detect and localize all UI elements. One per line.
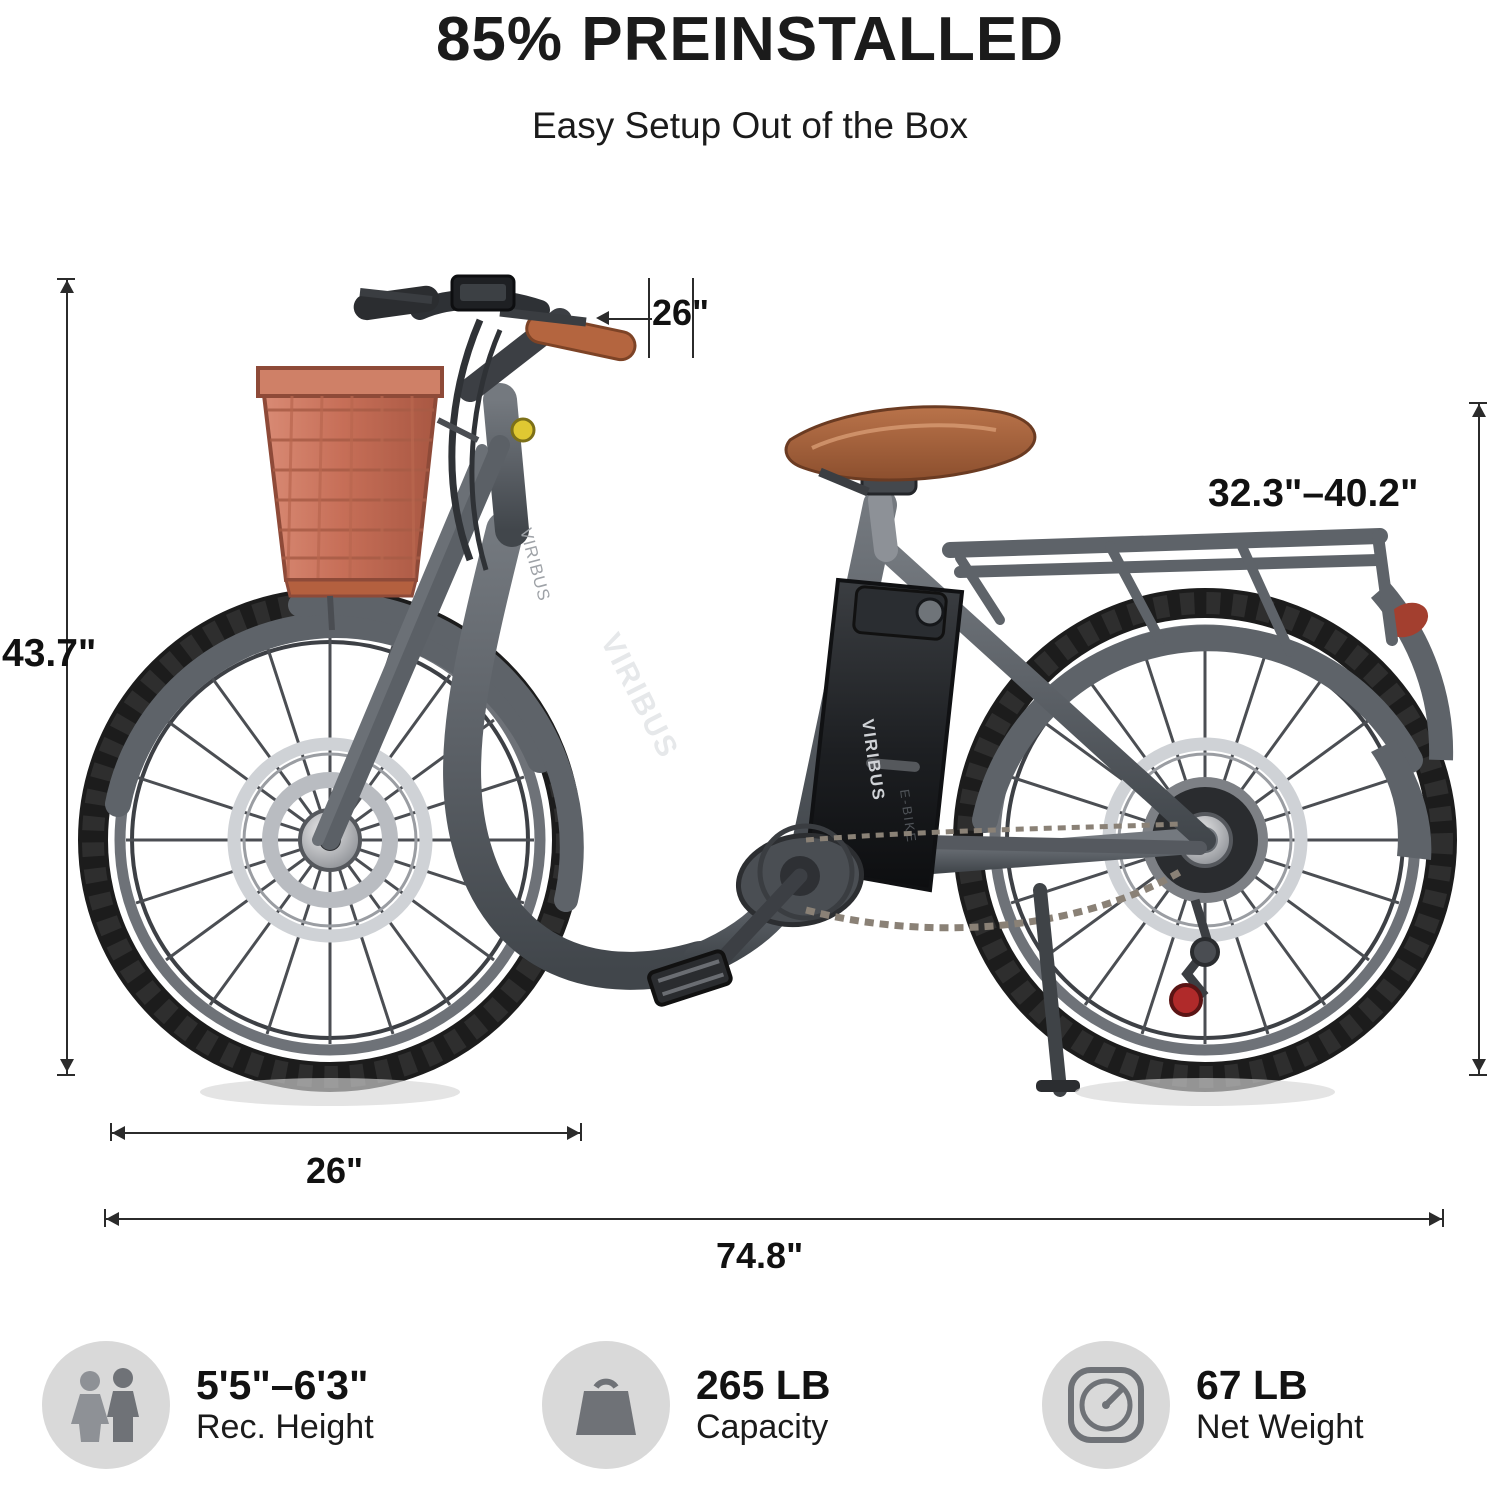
spec-caption-rec-height: Rec. Height: [196, 1407, 374, 1446]
spec-badges: [0, 1315, 1500, 1495]
overall-height-dim-line: [66, 278, 68, 1074]
spec-item-capacity: [500, 1315, 1000, 1495]
spec-value-net-weight: 67 LB: [1196, 1362, 1308, 1409]
spec-value-rec-height: 5'5"–6'3": [196, 1362, 369, 1409]
length-dim-line: [104, 1218, 1444, 1220]
wheel-dim-arrow-right: [567, 1126, 580, 1140]
seat-post: [880, 500, 886, 550]
bike-illustration: [0, 200, 1500, 1290]
riders-icon: [42, 1341, 170, 1469]
spec-item-rec-height: [0, 1315, 500, 1495]
spec-value-capacity: 265 LB: [696, 1362, 831, 1409]
wheel-dim-arrow-left: [112, 1126, 125, 1140]
page-subheadline: Easy Setup Out of the Box: [531, 105, 969, 146]
svg-text:E-BIKE: E-BIKE: [897, 788, 920, 845]
length-dim-arrow-right: [1429, 1212, 1442, 1226]
bike-dimension-diagram: [0, 200, 1500, 1290]
front-reflector: [512, 419, 534, 441]
spec-text-net-weight: [1196, 1363, 1364, 1446]
overall-height-label: 43.7": [2, 632, 97, 675]
wheel-size-label: 26": [306, 1150, 364, 1191]
spec-caption-net-weight: Net Weight: [1196, 1407, 1364, 1446]
page-headline: 85% PREINSTALLED: [435, 5, 1065, 74]
seat-height-arrow-up: [1472, 404, 1486, 417]
spec-text-rec-height: [196, 1363, 374, 1446]
wheel-dim-cap-right: [580, 1123, 582, 1141]
svg-text:VIRIBUS: VIRIBUS: [593, 628, 685, 765]
overall-length-label: 74.8": [716, 1235, 804, 1276]
spec-item-net-weight: [1000, 1315, 1500, 1495]
weight-bag-icon: [542, 1341, 670, 1469]
spec-caption-capacity: Capacity: [696, 1407, 829, 1446]
kickstand: [1040, 890, 1060, 1090]
length-dim-cap-right: [1442, 1209, 1444, 1227]
overall-height-arrow-down: [60, 1059, 74, 1072]
seat-height-arrow-down: [1472, 1059, 1486, 1072]
seat-height-label: 32.3"–40.2": [1208, 472, 1419, 515]
overall-height-cap-bottom: [57, 1074, 75, 1076]
handlebar-width-label: 26": [652, 292, 710, 333]
svg-text:VIRIBUS: VIRIBUS: [516, 526, 554, 604]
seat-height-dim-line: [1478, 402, 1480, 1074]
svg-text:VIRIBUS: VIRIBUS: [858, 717, 889, 803]
saddle-assembly: [786, 407, 1035, 550]
speedometer-icon: [1042, 1341, 1170, 1469]
wheel-dim-line: [110, 1132, 582, 1134]
seat-height-dim-cap-bottom: [1469, 1074, 1487, 1076]
length-dim-arrow-left: [106, 1212, 119, 1226]
battery-lock: [917, 599, 943, 625]
overall-height-arrow-up: [60, 280, 74, 293]
spec-text-capacity: [696, 1363, 830, 1446]
handlebar-dim-arrow: [596, 311, 609, 325]
